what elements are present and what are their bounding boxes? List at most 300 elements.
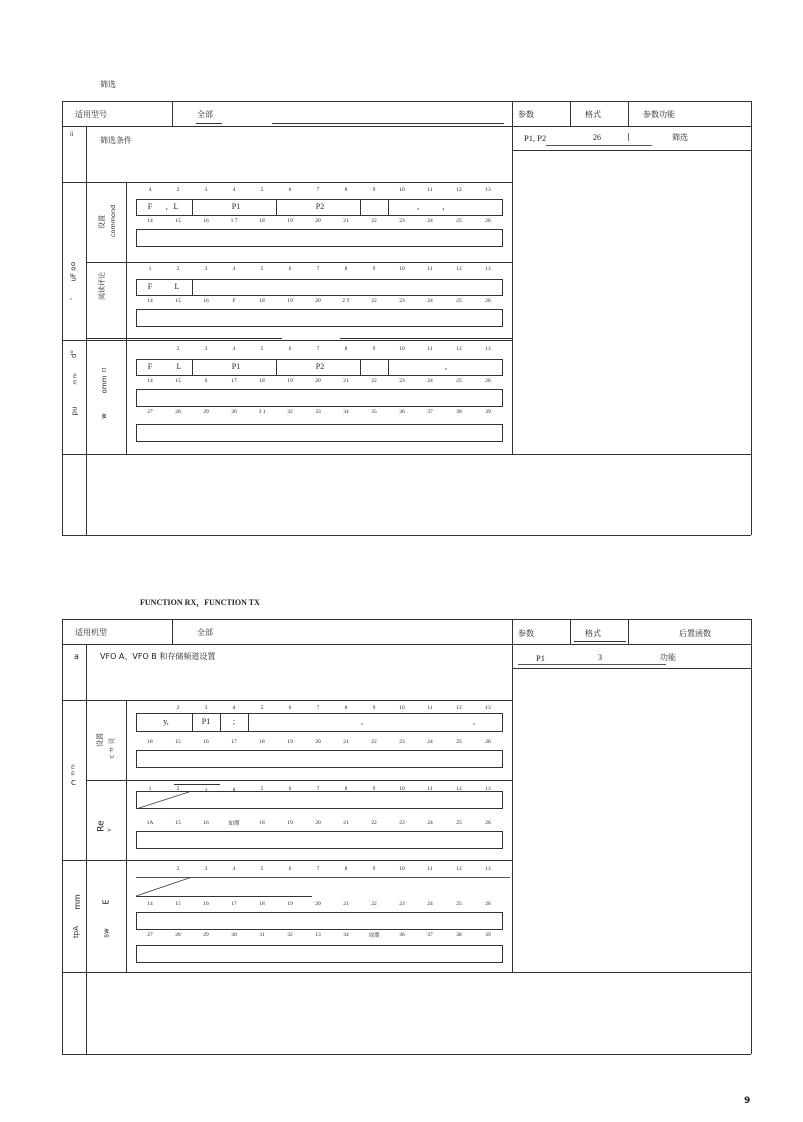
num: 18 [259,901,265,907]
num: 21 [343,901,349,907]
num: 21 [343,218,349,224]
num: 19 [287,298,293,304]
s1-read-row2 [136,309,503,327]
num: 37 [427,409,433,415]
num: 36 [399,409,405,415]
num: 2 [176,266,180,272]
num: 7 [316,866,320,872]
num: 29 [203,932,209,938]
num: 25 [456,298,462,304]
s1-block-left [126,182,127,454]
num: 15 [175,739,181,745]
s1-side-f: pu [70,406,79,416]
s2-block-div2 [62,860,512,861]
num: 18 [147,739,153,745]
num: 16 [203,218,209,224]
num: 33 [315,409,321,415]
num: 15 [175,378,181,384]
num: F [232,298,236,304]
s2-set-label-b: c ㅠ 议 [107,737,116,759]
s2-side-d: tpA [71,926,80,938]
num: 4 [232,266,236,272]
num: 13 [485,786,491,792]
num: 26 [485,901,491,907]
num: 22 [371,739,377,745]
s2-set-row2 [136,750,503,768]
num: 32 [287,932,293,938]
num: 11 [427,266,433,272]
num: 23 [399,378,405,384]
num: 24 [427,378,433,384]
s2-header-col3 [628,619,629,644]
s1-header-col3 [628,101,629,126]
s1-side-a: o [71,260,76,268]
num: 20 [315,218,321,224]
s2-right-line [751,619,752,1054]
s2-read-row2 [136,831,503,849]
num: 4 [232,346,236,352]
num: 12 [456,346,462,352]
s1-side-e: m m [72,373,79,385]
cell-sep [220,713,221,732]
num: 38 [456,409,462,415]
s1-mid-line [512,101,513,454]
cell-sep [388,199,389,216]
num: 32 [287,409,293,415]
num: 25 [456,378,462,384]
num: 5 [260,866,264,872]
s2-param-label: 参数 [518,629,534,638]
s1-header-underline [272,123,504,124]
num: 7 [316,786,320,792]
s1-set-label-b: commond [109,204,118,238]
num: 23 [399,218,405,224]
num: 22 [371,378,377,384]
s2-header-col1 [172,619,173,644]
s2-block-left [126,700,127,972]
num: 22 [371,298,377,304]
num: 10 [399,187,405,193]
s1-resp-cell-f: F [147,362,153,371]
cell-sep [248,713,249,732]
num: 18 [259,739,265,745]
s2-param-row-bottom [512,668,751,669]
num: 14 [147,218,153,224]
num: 11 [427,866,433,872]
num: 10 [399,786,405,792]
s2-condition-label: VFO A、VFO B 和存储频道设置 [100,652,216,661]
num: 25 [456,901,462,907]
s1-resp-cell-p2: P2 [315,362,325,371]
num: 29 [203,409,209,415]
num: 3 1 [258,409,266,415]
num: 3 [204,346,208,352]
num: 10 [399,705,405,711]
num: 6 [288,187,292,193]
s1-header-col1 [172,101,173,126]
s1-set-cell-p1: P1 [231,202,241,211]
s1-resp-cell-l: L [176,362,182,371]
num: 18 [259,820,265,826]
num: 5 [260,705,264,711]
num: 3 [204,788,208,794]
s2-model-value: 全部 [197,628,213,637]
s2-side-b: C [71,779,76,787]
num: 8 [344,786,348,792]
num: 25 [456,739,462,745]
num: 5 [260,786,264,792]
num: 23 [399,298,405,304]
num: 27 [147,932,153,938]
num: 8 [344,346,348,352]
num: 2 [176,705,180,711]
num: 9 [372,786,376,792]
num: 28 [175,932,181,938]
num: 16 [203,820,209,826]
s1-side-c: ' [70,297,72,305]
num: 36 [399,932,405,938]
num: 18 [259,378,265,384]
num: 6 [288,266,292,272]
s1-model-value: 全部 [197,110,213,119]
num: 26 [485,218,491,224]
num: 31 [259,932,265,938]
num: 19 [287,901,293,907]
num: 24 [427,739,433,745]
num: 27 [147,409,153,415]
s2-resp-row2 [136,912,503,930]
num: 4 [148,187,152,193]
num: 16 [203,739,209,745]
s1-condition-bottom [62,182,512,183]
num: 8 [344,866,348,872]
s1-block-div2-right [340,338,512,339]
num: 30 [231,409,237,415]
s1-resp-cell-comma: , [445,362,447,371]
section2-title: FUNCTION RX，FUNCTION TX [140,598,260,607]
num: 19 [287,820,293,826]
num: 26 [485,739,491,745]
num: 17 [231,378,237,384]
num: 20 [315,298,321,304]
s1-top-line [62,101,751,102]
s1-right-line [751,101,752,535]
num: 9 [372,705,376,711]
s2-read-overline [174,784,220,785]
s2-block-bottom [62,972,751,973]
s2-param-row-func: 功能 [660,653,676,662]
num: 26 [485,820,491,826]
num: 23 [399,739,405,745]
num: 19 [287,378,293,384]
num: 21 [343,820,349,826]
num: 26 [485,298,491,304]
num: 14 [147,378,153,384]
s1-side-divider [62,340,126,341]
num: 39 [485,409,491,415]
num: 周期 [368,933,380,939]
num: 34 [343,932,349,938]
num: 7 [316,705,320,711]
s1-format-label: 格式 [585,110,601,119]
s1-read-label: 阅读评论 [98,272,106,300]
s2-resp-label-a: E [101,899,111,905]
s1-set-cell-comma2: ， [442,202,450,211]
num: 8 [344,187,348,193]
num: 34 [343,409,349,415]
s2-header-bottom-line [62,644,751,645]
s1-left-col-line [86,126,87,535]
num: 9 [372,187,376,193]
num: 14 [147,901,153,907]
s1-set-cell-f: F [147,202,153,211]
s2-resp-diagonal [136,877,192,896]
num: 20 [315,820,321,826]
s2-row-marker: a [74,652,79,661]
num: 24 [427,820,433,826]
s2-header-col2 [570,619,571,644]
s1-resp-cell-p1: P1 [231,362,241,371]
num: 16 [203,901,209,907]
s1-read-cell-l: L [174,282,180,291]
s1-set-cell-p2: P2 [315,202,325,211]
s1-set-row2 [136,229,503,247]
num: 6 [288,346,292,352]
page-number: 9 [744,1096,751,1106]
s1-read-cell-f: F [147,282,153,291]
s1-resp-label-b: w [99,413,108,419]
num: 18 [259,218,265,224]
num: 20 [315,378,321,384]
num: 16 [203,298,209,304]
num: 12 [456,705,462,711]
num: 12 [456,187,462,193]
s1-param-row-underline [546,145,652,146]
num: 19 [287,218,293,224]
s2-resp-row1-bottom [136,896,312,897]
num: 2 [176,786,180,792]
num: 28 [175,409,181,415]
s1-resp-row3 [136,424,503,442]
num: 37 [427,932,433,938]
s2-format-underline [574,641,626,642]
s2-set-cell-comma2: , [473,717,475,726]
s2-resp-label-b: sw [102,928,111,938]
s2-resp-row3 [136,945,503,963]
s1-side-d: d° [69,350,78,358]
num: 6 [288,705,292,711]
num: 13 [315,932,321,938]
num: 38 [456,932,462,938]
num: 23 [399,901,405,907]
num: 21 [343,739,349,745]
s1-bottom-line [62,535,751,536]
num: 24 [427,901,433,907]
s2-format-label: 格式 [585,629,601,638]
num: 11 [427,705,433,711]
num: 2 [176,187,180,193]
num: 5 [260,346,264,352]
num: 10 [399,866,405,872]
num: 2 [176,866,180,872]
s1-model-label: 适用型号 [75,110,107,119]
num: 7 [316,346,320,352]
cell-sep [360,359,361,376]
s1-param-row-func: 筛选 [672,133,688,142]
num: 9 [372,346,376,352]
num: 25 [456,218,462,224]
num: 20 [315,901,321,907]
num: 20 [315,739,321,745]
cell-sep [192,359,193,376]
cell-sep [192,279,193,296]
num: 10 [399,346,405,352]
s1-param-row-params: P1, P2 [524,133,547,143]
num: 8 [344,705,348,711]
num: 9 [372,266,376,272]
s2-set-label-a: 设置 [96,733,104,747]
s2-param-row-params: P1 [536,653,545,663]
cell-sep [388,359,389,376]
num: 18 [259,298,265,304]
num: 1 [148,786,152,792]
num: 3 [204,705,208,711]
num: 17 [231,901,237,907]
num: 1 [148,266,152,272]
s1-condition-label: 筛选条件 [100,136,132,145]
s2-condition-bottom [62,700,512,701]
num: 25 [456,820,462,826]
cell-sep [360,199,361,216]
s1-param-row-bottom [512,150,751,151]
cell-sep [276,199,277,216]
s1-param-label: 参数 [518,110,534,119]
s1-param-row-digits: 26 [593,133,601,142]
s2-mid-line [512,619,513,972]
num: 17 [231,739,237,745]
num: 24 [427,298,433,304]
s1-param-func-label: 参数功能 [643,110,675,119]
num: 3 [204,866,208,872]
num: 4 [232,866,236,872]
num: 12 [456,266,462,272]
num: 1 7 [230,218,238,224]
cell-sep [192,713,193,732]
num: 15 [175,820,181,826]
num: 13 [485,346,491,352]
num: 35 [371,409,377,415]
s1-block-div1 [86,262,512,263]
s2-param-row-underline [518,664,666,665]
s2-post-func-label: 后置函数 [679,629,711,638]
s2-param-row-digits: 3 [598,653,602,662]
s2-left-col-line [86,644,87,1054]
num: 12 [456,866,462,872]
s1-resp-label-a: omm ㅁ [100,366,109,394]
s1-header-bottom-line [62,126,751,127]
cell-sep [192,199,193,216]
num: 22 [371,218,377,224]
num: 10 [399,266,405,272]
num: 3 [204,266,208,272]
s2-read-label-a: Re [96,820,107,832]
num: 3 [204,187,208,193]
s1-resp-row2 [136,389,503,407]
s1-set-cell-l: ，L [165,202,179,211]
num: 13 [485,187,491,193]
num: 15 [175,901,181,907]
num: 8 [344,266,348,272]
s2-set-cell-comma1: , [361,717,363,726]
num: 24 [427,218,433,224]
num: 11 [427,786,433,792]
s2-set-cell-semi: ; [232,717,236,726]
num: 5 [260,187,264,193]
num: 13 [485,266,491,272]
num: 26 [485,378,491,384]
num: 39 [485,932,491,938]
num: 21 [343,378,349,384]
num: 22 [371,820,377,826]
s2-set-cell-p1: P1 [201,717,211,726]
s2-bottom-line [62,1054,751,1055]
num: 11 [427,346,433,352]
s1-set-label-a: 设置 [98,215,106,229]
s1-header-col2 [570,101,571,126]
num: 30 [231,932,237,938]
num: 如期 [228,821,240,827]
num: 2 [176,346,180,352]
num: 15 [175,298,181,304]
num: 6 [288,786,292,792]
s1-block-bottom [62,454,751,455]
num: 7 [316,266,320,272]
num: 12 [456,786,462,792]
num: 9 [372,866,376,872]
cell-sep [276,359,277,376]
num: d [232,787,236,793]
s1-set-cell-comma1: , [417,202,419,211]
s2-read-diagonal [136,791,192,809]
s1-side-b: uF o [69,266,78,282]
s2-model-label: 适用机型 [75,628,107,637]
num: 23 [399,820,405,826]
s2-block-div1 [86,780,512,781]
s1-left-line [62,101,63,535]
num: 11 [427,187,433,193]
num: 22 [371,901,377,907]
num: 6 [288,866,292,872]
s2-side-a: m m [70,764,77,776]
num: 14 [147,298,153,304]
num: 1A [146,820,154,826]
s2-side-inner-line [86,860,87,972]
num: 19 [287,739,293,745]
s2-resp-row1-top [136,877,510,878]
s1-model-underline [196,123,222,124]
num: 7 [316,187,320,193]
s2-set-cell-y: y, [163,717,169,726]
section1-title: 筛选 [100,80,116,89]
num: 2 T [342,298,350,304]
s2-read-label-b: ㅠ [107,827,114,833]
s2-top-line [62,619,751,620]
s1-row-marker: ii [70,131,74,138]
s1-param-row-sep: | [627,132,630,141]
num: 15 [175,218,181,224]
num: 13 [485,866,491,872]
s1-block-div2-left [86,338,282,339]
